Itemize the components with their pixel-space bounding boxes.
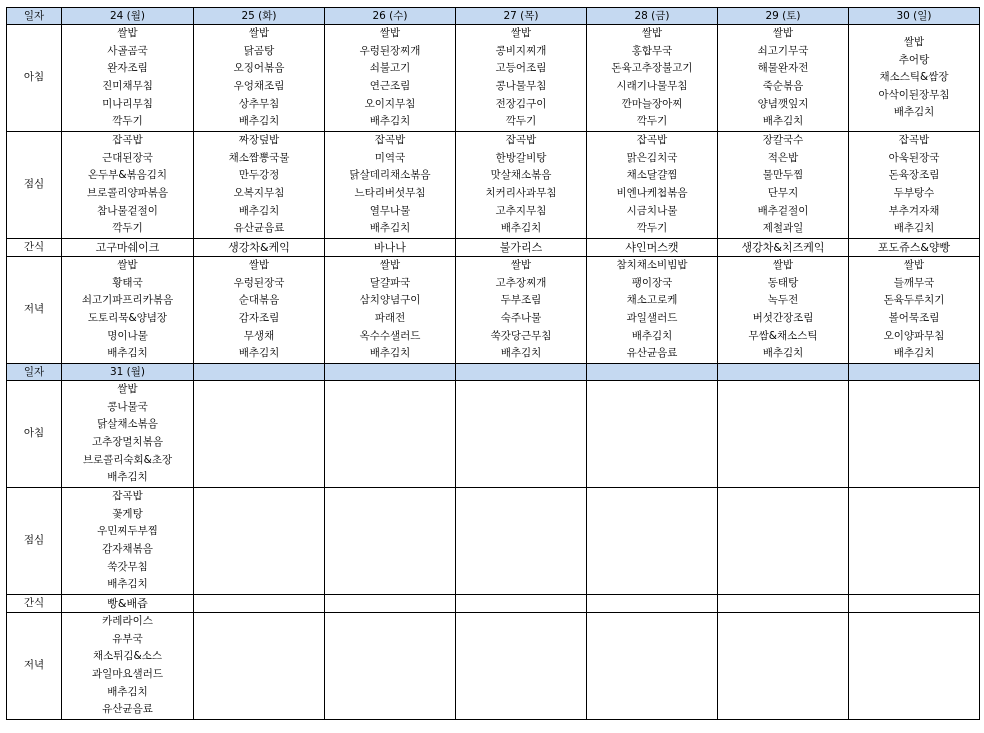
menu-item: 쌀밥	[903, 36, 925, 49]
menu-item: 과일마요샐러드	[91, 668, 163, 680]
menu-item: 온두부&볶음김치	[87, 169, 168, 182]
menu-item: 쌀밥	[379, 259, 401, 272]
lunch-menu-cell	[62, 132, 194, 239]
menu-item: 팽이장국	[631, 276, 673, 289]
dinner-label: 저녁	[7, 613, 62, 720]
breakfast-row	[7, 381, 980, 488]
menu-item: 두부조림	[500, 294, 542, 307]
dinner-menu-cell	[194, 257, 325, 364]
snack-cell: 포도쥬스&양빵	[849, 239, 980, 257]
snack-row	[7, 239, 980, 257]
menu-item: 맑은김치국	[626, 151, 678, 164]
lunch-menu-cell	[718, 132, 849, 239]
empty-cell	[456, 613, 587, 720]
empty-cell	[456, 381, 587, 488]
menu-item: 죽순볶음	[762, 80, 804, 92]
date-cell: 28 (금)	[587, 8, 718, 25]
empty-cell	[194, 381, 325, 488]
menu-item: 치커리사과무침	[485, 187, 557, 199]
breakfast-menu-cell	[62, 25, 194, 132]
menu-item: 쌀밥	[117, 27, 138, 40]
menu-item: 녹두전	[767, 294, 799, 307]
menu-item: 닭곰탕	[243, 44, 275, 57]
breakfast-menu-cell	[194, 25, 325, 132]
menu-item: 무쌈&채소스틱	[748, 329, 818, 342]
empty-cell	[325, 595, 456, 613]
lunch-menu-cell	[456, 132, 587, 239]
snack-row	[7, 595, 980, 613]
empty-cell	[456, 488, 587, 595]
menu-item: 배추김치	[107, 578, 148, 591]
menu-item: 사골곰국	[107, 44, 148, 57]
breakfast-label: 아침	[7, 381, 62, 488]
snack-cell: 생강차&치즈케익	[718, 239, 849, 257]
menu-item: 배추김치	[500, 222, 542, 235]
menu-item: 아삭이된장무침	[878, 88, 950, 101]
menu-item: 배추김치	[107, 347, 148, 360]
menu-item: 근대된장국	[102, 151, 153, 164]
empty-cell	[325, 381, 456, 488]
menu-item: 비엔나케첩볶음	[616, 187, 688, 199]
lunch-row	[7, 488, 980, 595]
menu-item: 양념깻잎지	[757, 97, 809, 110]
menu-item: 잡곡밥	[898, 134, 930, 147]
menu-item: 아욱된장국	[888, 151, 940, 164]
menu-item: 단무지	[767, 187, 799, 199]
menu-item: 과일샐러드	[626, 312, 678, 324]
empty-cell	[718, 613, 849, 720]
menu-item: 느타리버섯무침	[354, 187, 426, 199]
menu-item: 장칼국수	[762, 134, 804, 147]
snack-cell: 고구마쉐이크	[62, 239, 194, 257]
menu-item: 전장김구이	[495, 97, 547, 110]
menu-item: 배추김치	[238, 115, 280, 128]
menu-item: 오이지무침	[364, 97, 416, 110]
menu-item: 숙주나물	[500, 312, 542, 324]
menu-item: 감자조림	[238, 312, 280, 324]
dinner-menu-cell	[325, 257, 456, 364]
menu-item: 오징어볶음	[233, 62, 285, 75]
breakfast-menu-cell	[849, 25, 980, 132]
dinner-menu-cell	[456, 257, 587, 364]
menu-item: 쌀밥	[248, 259, 270, 272]
menu-item: 쌀밥	[379, 27, 401, 40]
date-cell: 25 (화)	[194, 8, 325, 25]
menu-item: 배추김치	[238, 204, 280, 217]
menu-item: 닭살채소볶음	[97, 418, 158, 431]
menu-item: 파래전	[374, 312, 406, 324]
dinner-menu-cell	[849, 257, 980, 364]
menu-item: 진미채무침	[102, 80, 153, 92]
menu-item: 쇠불고기	[369, 62, 411, 75]
menu-item: 고추지무침	[495, 204, 547, 217]
menu-item: 쌀밥	[772, 259, 794, 272]
menu-item: 시래기나물무침	[616, 80, 688, 92]
menu-item: 쌀밥	[248, 27, 270, 40]
menu-item: 배추김치	[893, 106, 935, 119]
menu-item: 적은밥	[767, 151, 799, 164]
menu-item: 우엉채조림	[233, 80, 285, 92]
menu-item: 배추김치	[369, 115, 411, 128]
menu-item: 깍두기	[636, 222, 668, 235]
breakfast-menu-cell	[325, 25, 456, 132]
empty-cell	[587, 613, 718, 720]
date-cell-empty	[325, 364, 456, 381]
menu-item: 동태탕	[767, 276, 799, 289]
menu-item: 배추김치	[631, 329, 673, 342]
menu-item: 채소튀김&소스	[92, 650, 163, 663]
menu-item: 쌀밥	[903, 259, 925, 272]
menu-item: 추어탕	[898, 53, 930, 66]
date-cell: 30 (일)	[849, 8, 980, 25]
empty-cell	[325, 613, 456, 720]
menu-item: 순대볶음	[238, 294, 280, 307]
menu-item: 깍두기	[112, 115, 143, 128]
empty-cell	[587, 488, 718, 595]
menu-item: 우렁된장국	[233, 276, 285, 289]
menu-item: 부추겨자채	[888, 204, 940, 217]
menu-item: 우렁된장찌개	[359, 44, 421, 57]
date-cell-empty	[849, 364, 980, 381]
menu-item: 참나물겉절이	[97, 204, 158, 217]
menu-item: 배추김치	[107, 685, 148, 698]
menu-item: 시금치나물	[626, 204, 678, 217]
menu-item: 짜장덮밥	[238, 134, 280, 147]
dinner-row	[7, 257, 980, 364]
menu-item: 배추김치	[893, 347, 935, 360]
snack-cell: 생강차&케익	[194, 239, 325, 257]
menu-item: 쇠고기파프리카볶음	[81, 294, 174, 307]
menu-item: 콩나물무침	[495, 80, 547, 92]
empty-cell	[194, 488, 325, 595]
snack-cell: 빵&배즙	[62, 595, 194, 613]
date-cell-empty	[456, 364, 587, 381]
empty-cell	[849, 381, 980, 488]
menu-item: 맛살채소볶음	[490, 169, 552, 182]
meal-plan-table	[6, 7, 980, 720]
breakfast-row	[7, 25, 980, 132]
menu-item: 버섯간장조림	[752, 312, 814, 324]
date-cell: 31 (월)	[62, 364, 194, 381]
menu-item: 달걀파국	[369, 276, 411, 289]
lunch-label: 점심	[7, 488, 62, 595]
menu-item: 배추김치	[238, 347, 280, 360]
date-cell: 29 (토)	[718, 8, 849, 25]
lunch-menu-cell	[849, 132, 980, 239]
empty-cell	[718, 381, 849, 488]
menu-item: 잡곡밥	[112, 490, 143, 503]
lunch-menu-cell	[194, 132, 325, 239]
snack-cell: 불가리스	[456, 239, 587, 257]
menu-item: 만두강정	[238, 169, 280, 182]
menu-item: 배추김치	[762, 115, 804, 128]
menu-item: 쌀밥	[641, 27, 663, 40]
lunch-menu-cell	[325, 132, 456, 239]
menu-item: 볼어묵조림	[888, 312, 940, 324]
date-header-label: 일자	[7, 8, 62, 25]
date-header-row	[7, 364, 980, 381]
empty-cell	[194, 613, 325, 720]
menu-item: 잡곡밥	[112, 134, 143, 147]
menu-item: 쌀밥	[117, 383, 138, 396]
breakfast-menu-cell	[587, 25, 718, 132]
snack-label: 간식	[7, 239, 62, 257]
date-cell-empty	[587, 364, 718, 381]
dinner-menu-cell	[718, 257, 849, 364]
menu-item: 닭살데리채소볶음	[349, 169, 431, 182]
date-header-label: 일자	[7, 364, 62, 381]
menu-item: 배추김치	[762, 347, 804, 360]
menu-item: 잡곡밥	[505, 134, 537, 147]
menu-item: 오복지무침	[233, 187, 285, 199]
lunch-label: 점심	[7, 132, 62, 239]
menu-item: 잡곡밥	[374, 134, 406, 147]
menu-item: 한방갈비탕	[495, 151, 547, 164]
menu-item: 쑥갓무침	[107, 560, 148, 573]
dinner-row	[7, 613, 980, 720]
menu-item: 유산균음료	[233, 222, 285, 235]
menu-item: 채소고로케	[626, 294, 678, 307]
menu-item: 채소달걀찜	[626, 169, 678, 182]
menu-item: 돈육두루치기	[883, 294, 945, 307]
lunch-menu-cell	[587, 132, 718, 239]
date-cell-empty	[194, 364, 325, 381]
menu-item: 미나리무침	[102, 97, 153, 110]
menu-item: 채소스틱&쌈장	[879, 71, 949, 84]
menu-item: 배추김치	[500, 347, 542, 360]
menu-item: 깍두기	[112, 222, 143, 235]
menu-item: 오이양파무침	[883, 329, 945, 342]
menu-item: 배추겉절이	[757, 204, 809, 217]
menu-item: 브로콜리숙회&초장	[82, 453, 173, 466]
menu-item: 쌀밥	[117, 259, 138, 272]
menu-item: 콩비지찌개	[495, 44, 547, 57]
dinner-menu-cell	[587, 257, 718, 364]
menu-item: 황태국	[112, 276, 143, 289]
menu-item: 쇠고기무국	[757, 44, 809, 57]
menu-item: 삼치양념구이	[359, 294, 421, 307]
menu-item: 돈육장조림	[888, 169, 940, 182]
menu-item: 유부국	[112, 632, 143, 645]
empty-cell	[587, 595, 718, 613]
breakfast-menu-cell	[718, 25, 849, 132]
menu-item: 유산균음료	[102, 703, 153, 716]
lunch-row	[7, 132, 980, 239]
menu-item: 유산균음료	[626, 347, 678, 360]
menu-item: 완자조림	[107, 62, 148, 75]
date-cell: 27 (목)	[456, 8, 587, 25]
menu-item: 배추김치	[369, 222, 411, 235]
dinner-menu-cell	[62, 257, 194, 364]
menu-item: 해물완자전	[757, 62, 809, 75]
menu-item: 채소짬뽕국물	[228, 151, 290, 164]
menu-item: 미역국	[374, 151, 406, 164]
empty-cell	[849, 488, 980, 595]
menu-item: 제철과일	[762, 222, 804, 235]
menu-item: 배추김치	[369, 347, 411, 360]
breakfast-menu-cell	[456, 25, 587, 132]
empty-cell	[718, 488, 849, 595]
lunch-menu-cell	[62, 488, 194, 595]
menu-item: 옥수수샐러드	[359, 329, 421, 342]
menu-item: 꽃게탕	[112, 507, 143, 520]
menu-item: 열무나물	[369, 204, 411, 217]
snack-cell: 샤인머스캣	[587, 239, 718, 257]
menu-item: 깐마늘장아찌	[621, 97, 683, 110]
empty-cell	[849, 595, 980, 613]
snack-label: 간식	[7, 595, 62, 613]
empty-cell	[194, 595, 325, 613]
menu-item: 쌀밥	[772, 27, 794, 40]
menu-item: 고등어조림	[495, 62, 547, 75]
breakfast-label: 아침	[7, 25, 62, 132]
menu-item: 상추무침	[238, 97, 280, 110]
menu-item: 고추장멸치볶음	[91, 436, 163, 448]
menu-item: 명이나물	[107, 329, 148, 342]
menu-item: 쌀밥	[510, 27, 532, 40]
date-cell: 24 (월)	[62, 8, 194, 25]
menu-item: 쑥갓당근무침	[490, 329, 552, 342]
menu-item: 배추김치	[893, 222, 935, 235]
menu-item: 카레라이스	[102, 615, 153, 628]
date-cell-empty	[718, 364, 849, 381]
menu-item: 우민찌두부찜	[97, 525, 158, 538]
date-cell: 26 (수)	[325, 8, 456, 25]
empty-cell	[849, 613, 980, 720]
empty-cell	[325, 488, 456, 595]
snack-cell: 바나나	[325, 239, 456, 257]
menu-item: 깍두기	[505, 115, 537, 128]
menu-item: 돈육고추장불고기	[611, 62, 693, 75]
menu-item: 참치채소비빔밥	[616, 259, 688, 272]
menu-item: 고추장찌개	[495, 276, 547, 289]
dinner-label: 저녁	[7, 257, 62, 364]
breakfast-menu-cell	[62, 381, 194, 488]
menu-item: 쌀밥	[510, 259, 532, 272]
menu-item: 잡곡밥	[636, 134, 668, 147]
menu-item: 물만두찜	[762, 169, 804, 182]
menu-item: 도토리묵&양념장	[87, 312, 168, 324]
date-header-row	[7, 8, 980, 25]
menu-item: 홍합무국	[631, 44, 673, 57]
empty-cell	[456, 595, 587, 613]
menu-item: 콩나물국	[107, 400, 148, 413]
menu-item: 연근조림	[369, 80, 411, 92]
menu-item: 배추김치	[107, 471, 148, 484]
dinner-menu-cell	[62, 613, 194, 720]
menu-item: 무생채	[243, 329, 275, 342]
menu-item: 깍두기	[636, 115, 668, 128]
empty-cell	[718, 595, 849, 613]
menu-item: 감자채볶음	[102, 543, 153, 555]
menu-item: 들깨무국	[893, 276, 935, 289]
menu-item: 브로콜리양파볶음	[86, 187, 169, 199]
menu-item: 두부탕수	[893, 187, 935, 199]
empty-cell	[587, 381, 718, 488]
